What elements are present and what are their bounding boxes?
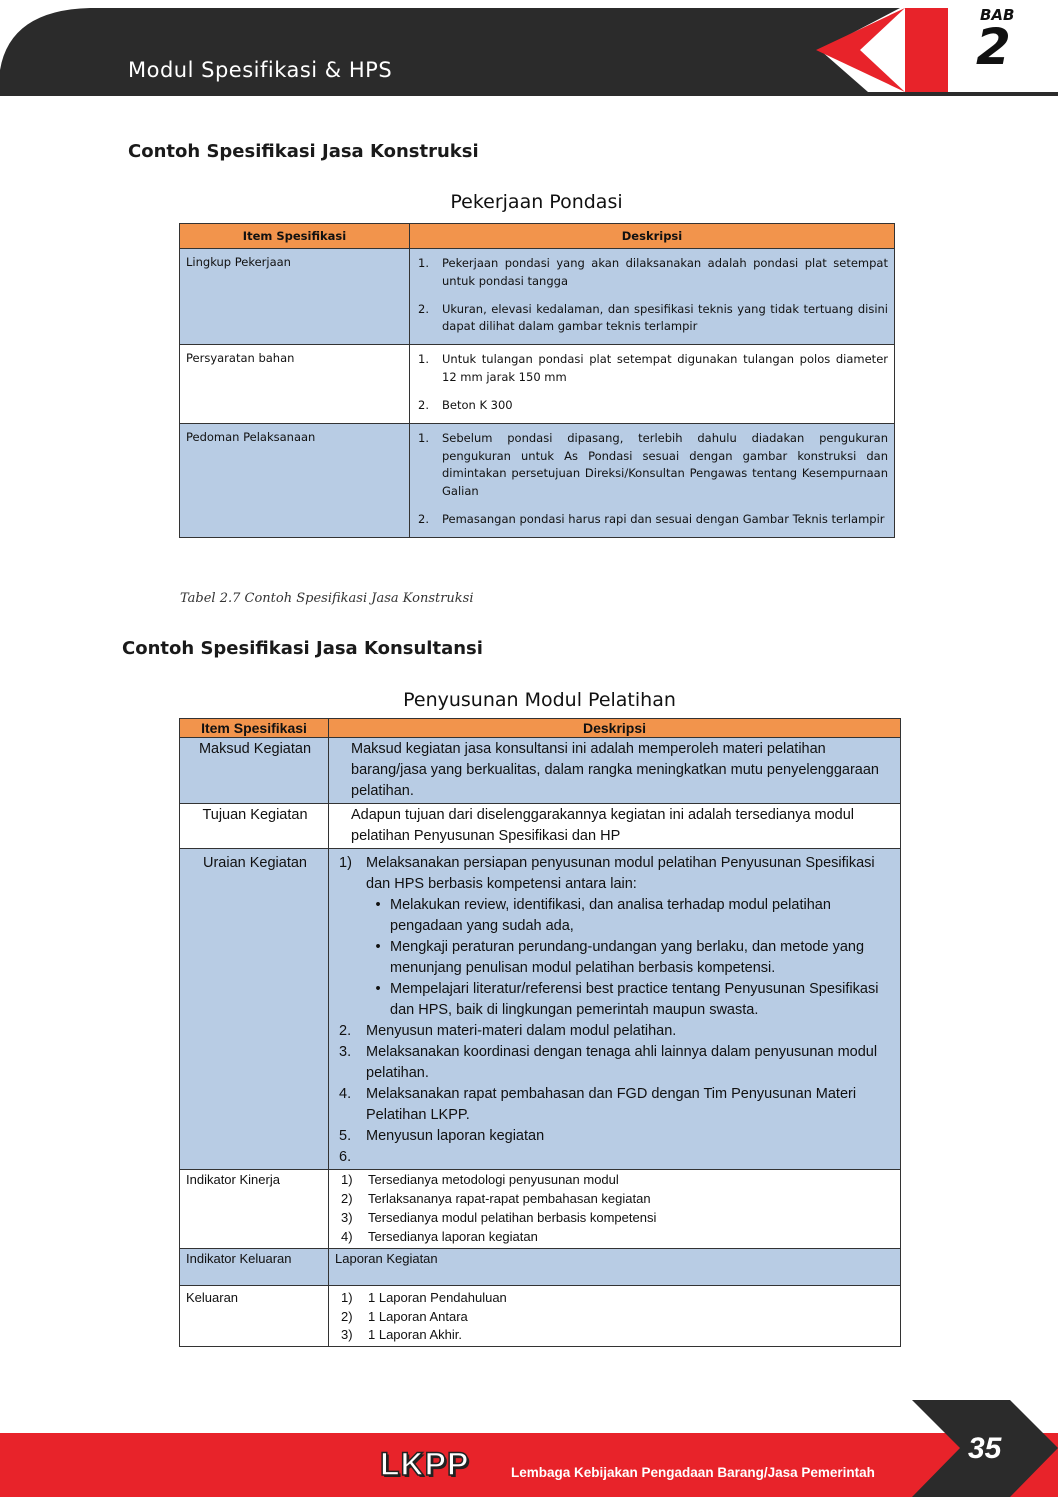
list-item: 2. Beton K 300 <box>418 397 513 412</box>
chapter-number: 2 <box>976 18 1011 76</box>
spec-table-konstruksi <box>179 223 895 538</box>
list-item: 1) Melaksanakan persiapan penyusunan modul pelatihan Penyusunan Spesifikasi dan HPS berbasis kompetensi antara lain: • Melakukan review, identifikasi, dan analisa terhadap modul pelatihan pengadaan yang sudah ada, • Mengkaji peraturan perundang-undangan yang berlaku, dan metode yang menunjang penulisan modul pelatihan berbasis kompetensi. • Mempelajari literatur/referensi best practice tentang Penyusunan Spesifikasi dan HPS, baik di lingkungan pemerintah maupun swasta. <box>339 853 894 1021</box>
list-item: 1. Untuk tulangan pondasi plat setempat digunakan tulangan polos diameter 12 mm jarak 150 mm <box>418 352 888 385</box>
row-label: Maksud Kegiatan <box>180 738 329 804</box>
row-description <box>329 849 901 1170</box>
row-description <box>410 423 895 537</box>
list-item: 1) Tersedianya metodologi penyusunan modul <box>341 1172 619 1188</box>
row-description: Adapun tujuan dari diselenggarakannya kegiatan ini adalah tersedianya modul pelatihan Penyusunan Spesifikasi dan HP <box>329 804 901 849</box>
list-item: 6. <box>339 1149 352 1166</box>
bullet-item: • Melakukan review, identifikasi, dan analisa terhadap modul pelatihan pengadaan yang sudah ada, <box>375 897 831 935</box>
chapter-label: BAB <box>980 6 1015 24</box>
row-description: Laporan Kegiatan <box>329 1248 901 1285</box>
footer-org-name: Lembaga Kebijakan Pengadaan Barang/Jasa Pemerintah <box>511 1465 875 1480</box>
column-header-item: Item Spesifikasi <box>180 224 410 249</box>
list-item: 2. Menyusun materi-materi dalam modul pelatihan. <box>339 1023 677 1040</box>
footer-banner <box>0 1400 1058 1497</box>
table-title-pondasi: Pekerjaan Pondasi <box>450 191 623 213</box>
table-row <box>180 345 895 423</box>
list-item: 1. Pekerjaan pondasi yang akan dilaksanakan adalah pondasi plat setempat untuk pondasi tangga <box>418 256 888 288</box>
table-row <box>180 249 895 345</box>
section-heading-konstruksi: Contoh Spesifikasi Jasa Konstruksi <box>128 141 479 162</box>
row-label: Indikator Keluaran <box>180 1248 329 1285</box>
table-row <box>180 738 901 804</box>
list-item: 3) 1 Laporan Akhir. <box>341 1327 462 1343</box>
list-item: 1. Sebelum pondasi dipasang, terlebih dahulu diadakan pengukuran pengukuran untuk As Pondasi sesuai dengan gambar konstruksi dan dimintakan persetujuan Direksi/Konsultan Pengawas tentang Kesempurnaan Galian <box>418 430 888 499</box>
list-item: 2) 1 Laporan Antara <box>341 1308 468 1324</box>
row-label: Persyaratan bahan <box>180 345 410 423</box>
row-description <box>410 249 895 345</box>
row-description <box>329 1170 901 1248</box>
row-label: Lingkup Pekerjaan <box>180 249 410 345</box>
table-title-modul: Penyusunan Modul Pelatihan <box>403 689 676 711</box>
row-label: Pedoman Pelaksanaan <box>180 423 410 537</box>
list-item: 2) Terlaksananya rapat-rapat pembahasan kegiatan <box>341 1191 651 1207</box>
column-header-desc: Deskripsi <box>410 224 895 249</box>
table-row <box>180 1170 901 1248</box>
lkpp-logo: LKPP <box>380 1446 470 1482</box>
row-description: Maksud kegiatan jasa konsultansi ini adalah memperoleh materi pelatihan barang/jasa yang berkualitas, dalam rangka meningkatkan mutu penyelenggaraan pelatihan. <box>329 738 901 804</box>
table-row <box>180 1285 901 1347</box>
table-row <box>180 1248 901 1285</box>
row-description <box>410 345 895 423</box>
row-label: Keluaran <box>180 1285 329 1347</box>
list-item: 2. Pemasangan pondasi harus rapi dan sesuai dengan Gambar Teknis terlampir <box>418 511 885 526</box>
list-item: 4. Melaksanakan rapat pembahasan dan FGD dengan Tim Penyusunan Materi Pelatihan LKPP. <box>339 1086 857 1124</box>
list-item: 1) 1 Laporan Pendahuluan <box>341 1289 507 1305</box>
list-item: 4) Tersedianya laporan kegiatan <box>341 1228 538 1244</box>
row-description <box>329 1285 901 1347</box>
table-caption: Tabel 2.7 Contoh Spesifikasi Jasa Konstruksi <box>180 591 474 606</box>
list-item: 3) Tersedianya modul pelatihan berbasis kompetensi <box>341 1210 657 1225</box>
row-label: Tujuan Kegiatan <box>180 804 329 849</box>
spec-table-konsultansi <box>179 718 901 1347</box>
column-header-desc: Deskripsi <box>329 719 901 738</box>
page-number: 35 <box>968 1432 1002 1465</box>
list-item: 3. Melaksanakan koordinasi dengan tenaga ahli lainnya dalam penyusunan modul pelatihan. <box>339 1044 878 1082</box>
list-item: 5. Menyusun laporan kegiatan <box>339 1128 545 1145</box>
header-title: Modul Spesifikasi & HPS <box>128 58 393 82</box>
table-row <box>180 804 901 849</box>
header-banner <box>0 0 1058 100</box>
table-row <box>180 423 895 537</box>
table-row <box>180 849 901 1170</box>
column-header-item: Item Spesifikasi <box>180 719 329 738</box>
bullet-item: • Mengkaji peraturan perundang-undangan yang berlaku, dan metode yang menunjang penulisan modul pelatihan berbasis kompetensi. <box>375 939 865 977</box>
bullet-item: • Mempelajari literatur/referensi best practice tentang Penyusunan Spesifikasi dan HPS, baik di lingkungan pemerintah maupun swasta. <box>375 981 879 1019</box>
section-heading-konsultansi: Contoh Spesifikasi Jasa Konsultansi <box>122 638 483 659</box>
list-item: 2. Ukuran, elevasi kedalaman, dan spesifikasi teknis yang tidak tertuang disini dapat dilihat dalam gambar teknis terlampir <box>418 301 888 334</box>
row-label: Indikator Kinerja <box>180 1170 329 1248</box>
row-label: Uraian Kegiatan <box>180 849 329 1170</box>
